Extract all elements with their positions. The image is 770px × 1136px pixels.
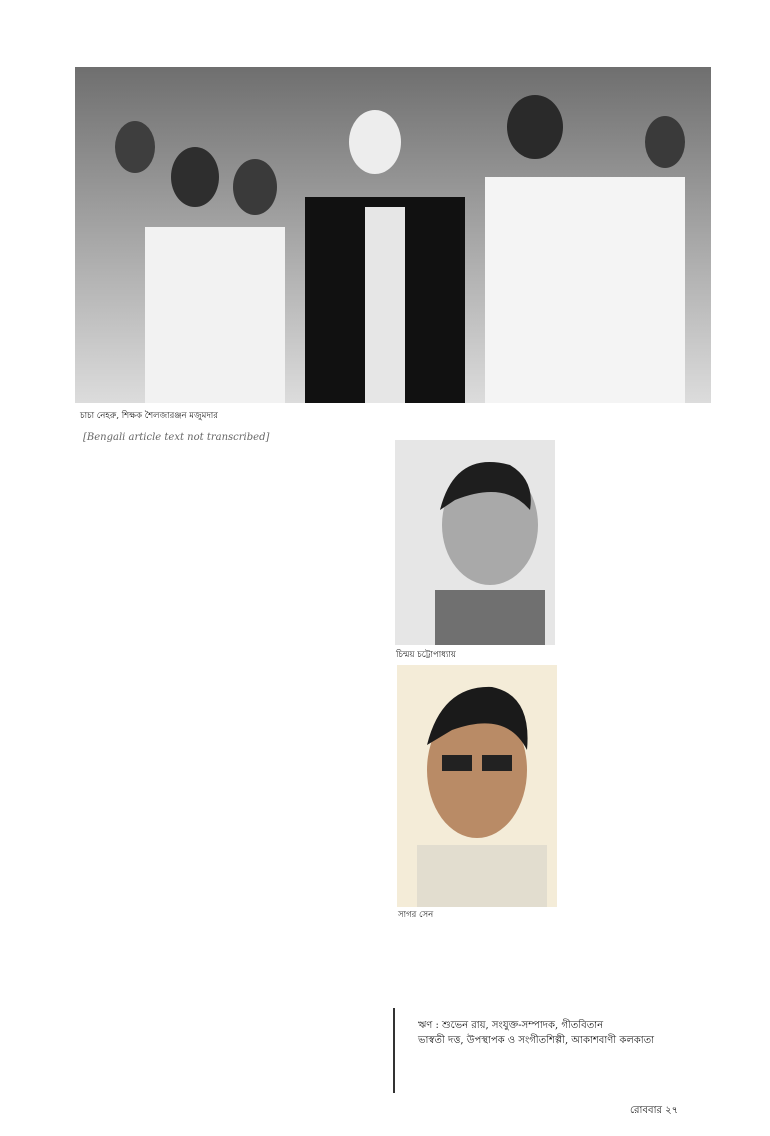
credit-line-2: ভাস্বতী দত্ত, উপস্থাপক ও সংগীতশিল্পী, আকাশবাণী কলকাতা: [418, 1035, 655, 1046]
main-group-photo: [75, 67, 711, 403]
credits-rule: [393, 1008, 395, 1093]
untranscribed-notice: [Bengali article text not transcribed]: [83, 432, 270, 443]
page-folio: রোববার ২৭: [630, 1105, 679, 1116]
portrait-chinmoy-caption: চিন্ময় চট্টোপাধ্যায়: [396, 650, 456, 660]
portrait-sagar-caption: সাগর সেন: [398, 910, 434, 920]
credit-line-1: ঋণ : শুভেন রায়, সংযুক্ত-সম্পাদক, গীতবিতান: [418, 1020, 604, 1031]
credits-block: [418, 1018, 718, 1048]
portrait-sagar-photo: [397, 665, 557, 907]
article-left-column: [83, 430, 388, 445]
portrait-chinmoy-photo: [395, 440, 555, 645]
main-photo-caption: চাচা নেহরু, শিক্ষক শৈলজারঞ্জন মজুমদার: [80, 411, 218, 421]
